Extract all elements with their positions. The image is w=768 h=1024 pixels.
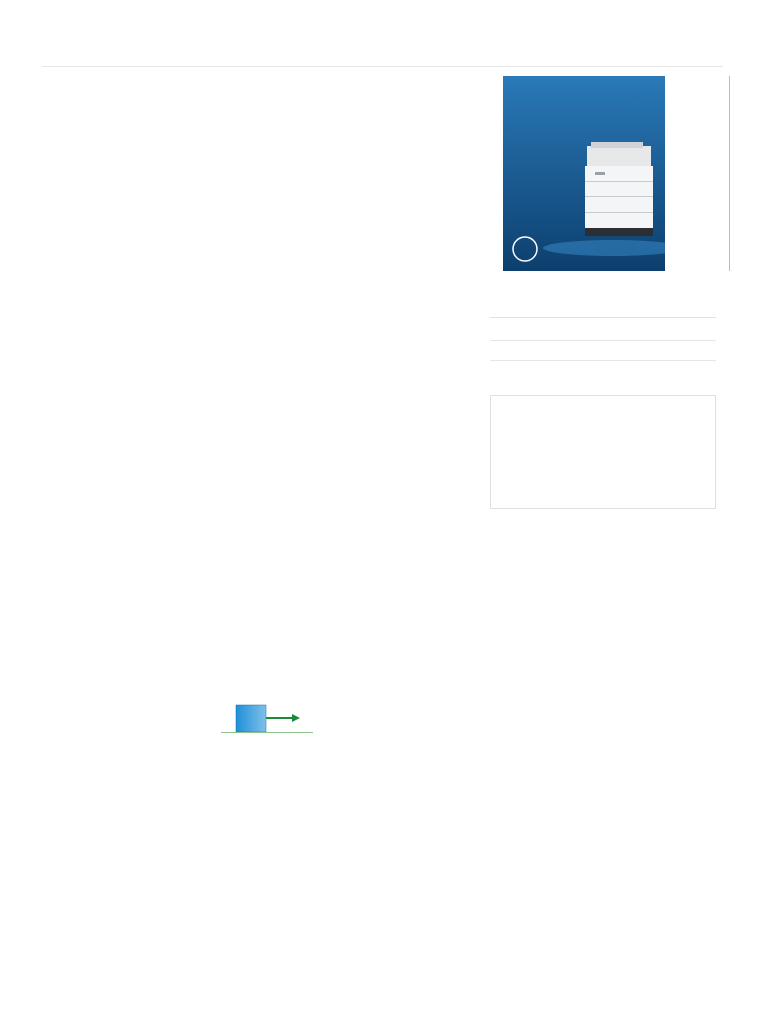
solution-step-3	[53, 542, 483, 566]
category-item[interactable]	[490, 341, 716, 361]
ad-banner-right[interactable]	[503, 76, 665, 271]
sidebar-divider	[490, 317, 716, 318]
print-footer	[34, 994, 734, 1006]
force-arrow-head	[292, 714, 300, 722]
wanted-line	[53, 446, 483, 470]
category-item[interactable]	[490, 321, 716, 341]
force-diagram	[221, 704, 313, 734]
top-navigation	[42, 38, 723, 67]
ebook-card[interactable]	[490, 395, 716, 509]
ad-right-divider	[729, 76, 730, 271]
printer-image	[585, 142, 653, 236]
force-diagram-svg	[221, 704, 313, 734]
mass-block	[236, 705, 266, 732]
ad-right-graphic	[503, 76, 665, 271]
mass-line	[53, 398, 483, 422]
read-also	[62, 624, 66, 638]
solution-step-2	[53, 518, 483, 542]
problem-1	[53, 374, 483, 566]
solution-step-1	[53, 494, 483, 518]
print-header	[34, 18, 734, 32]
acceleration-line	[53, 422, 483, 446]
